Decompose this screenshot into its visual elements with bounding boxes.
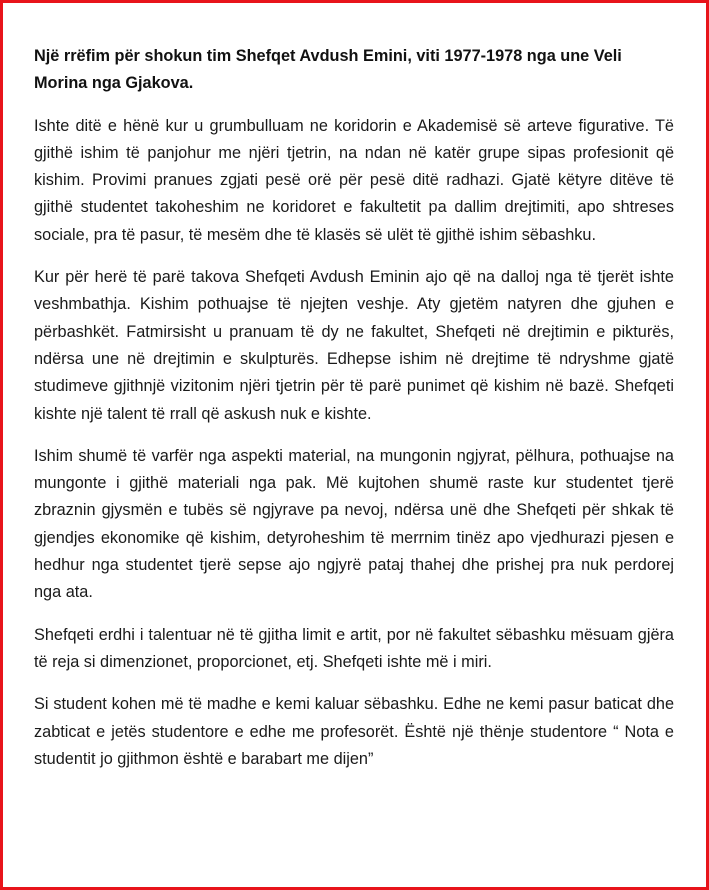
paragraph-4: Shefqeti erdhi i talentuar në të gjitha limit e artit, por në fakultet sëbashku mësuam gjëra të reja si dimenzionet, proporcionet, etj. Shefqeti ishte më i miri. (34, 625, 674, 671)
paragraph-3: Ishim shumë të varfër nga aspekti material, na mungonin ngjyrat, pëlhura, pothuajse na mungonte i gjithë materiali nga pak. Më kujtohen shumë raste kur studentet tjerë zbraznin gjysmën e tubës së ngjyrave pa nevoj, ndërsa unë dhe Shefqeti për shkak të gjendjes ekonomike që kishim, detyroheshim të merrnim tinëz apo vjedhurazi pjesen e hedhur nga studentet tjerë sepse ajo ngjyrë pataj thahej dhe prishej pra nuk perdorej nga ata. (34, 446, 674, 602)
document-title: Një rrëfim për shokun tim Shefqet Avdush Emini, viti 1977-1978 nga une Veli Morina nga Gjakova. (34, 47, 622, 93)
document-page (34, 43, 674, 788)
paragraph-1: Ishte ditë e hënë kur u grumbulluam ne koridorin e Akademisë së arteve figurative. Të gjithë ishim të panjohur me njëri tjetrin, na ndan në katër grupe sipas profesionit që kishim. Provimi pranues zgjati pesë orë për pesë ditë radhazi. Gjatë këtyre ditëve të gjithë studentet takoheshim ne koridoret e fakultetit pa dallim drejtimiti, apo shtreses sociale, pra të pasur, të mesëm dhe të klasës së ulët të gjithë ishim sëbashku. (34, 116, 674, 244)
paragraph-2: Kur për herë të parë takova Shefqeti Avdush Eminin ajo që na dalloj nga të tjerët ishte veshmbathja. Kishim pothuajse të njejten veshje. Aty gjetëm natyren dhe gjuhen e përbashkët. Fatmirsisht u pranuam të dy ne fakultet, Shefqeti në drejtimin e pikturës, ndërsa une në drejtimin e skulpturës. Edhepse ishim në drejtime të ndryshme gjatë studimeve gjithnjë vizitonim njëri tjetrin për të parë punimet që kishim në bazë. Shefqeti kishte një talent të rrall që askush nuk e kishte. (34, 268, 674, 423)
paragraph-5: Si student kohen më të madhe e kemi kaluar sëbashku. Edhe ne kemi pasur baticat dhe zabticat e jetës studentore e edhe me profesorët. Është një thënje studentore “ Nota e studentit jo gjithmon është e barabart me dijen” (34, 695, 674, 768)
